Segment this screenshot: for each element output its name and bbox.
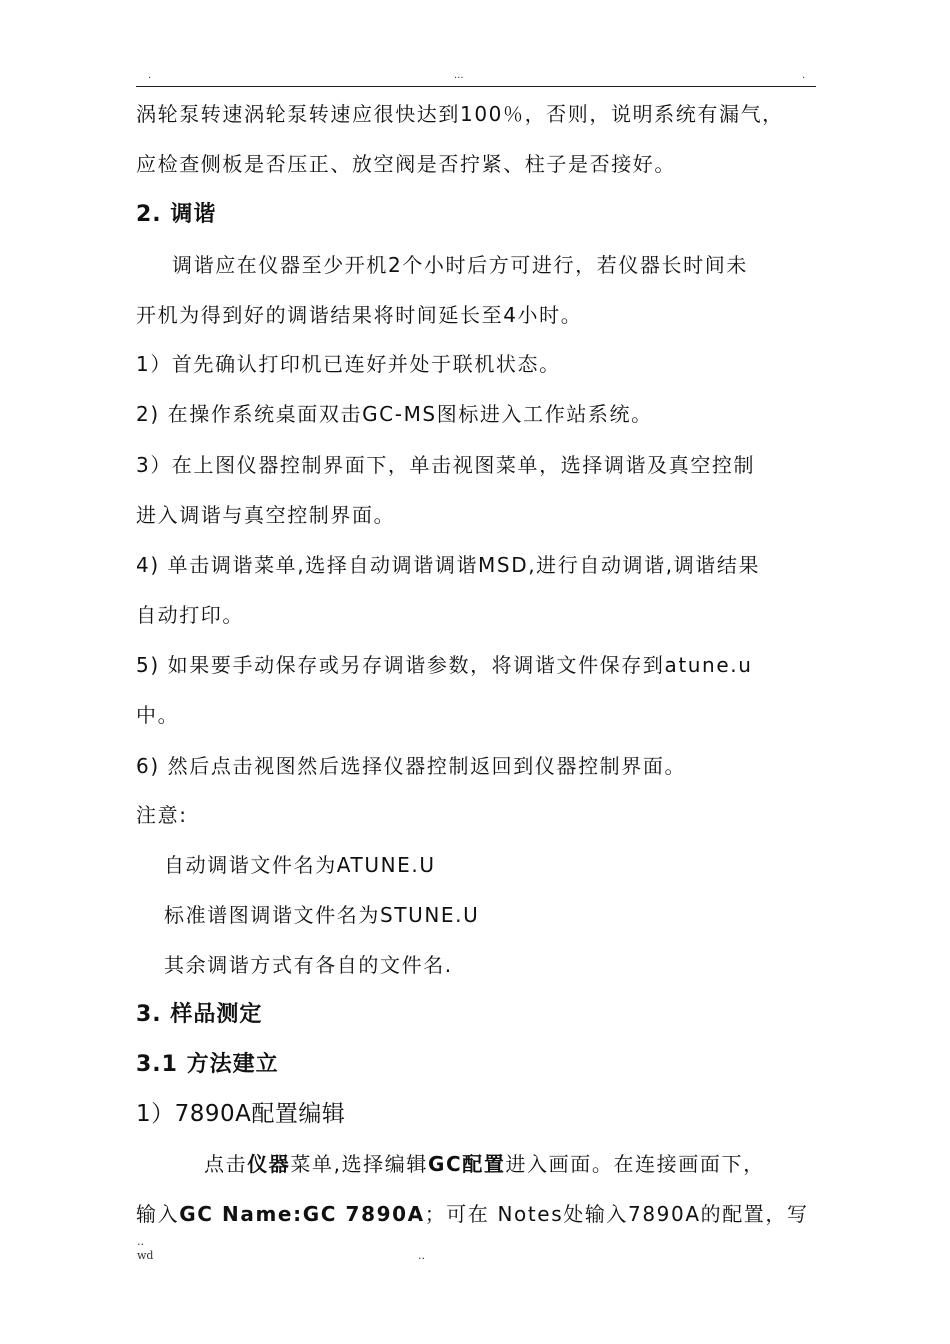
bold-menu-name: GC配置 — [427, 1152, 506, 1176]
footer-mark: .. — [137, 1235, 144, 1248]
subsection-heading-method: 3.1 方法建立 — [136, 1052, 279, 1077]
paragraph-line: 应检查侧板是否压正、放空阀是否拧紧、柱子是否接好。 — [136, 152, 676, 176]
header-center-mark: ... — [454, 70, 464, 81]
footer-left-text: wd — [137, 1249, 154, 1262]
text-run: ；可在 Notes处输入7890A的配置，写 — [424, 1202, 809, 1226]
header-right-mark: . — [802, 70, 806, 81]
bold-gc-name: GC Name:GC 7890A — [179, 1202, 425, 1226]
subsection-heading-config: 1）7890A配置编辑 — [136, 1101, 346, 1127]
paragraph-line: 调谐应在仪器至少开机2个小时后方可进行，若仪器长时间未 — [172, 253, 748, 277]
step-item-continued: 进入调谐与真空控制界面。 — [136, 503, 396, 527]
step-item: 4) 单击调谐菜单,选择自动调谐调谐MSD,进行自动调谐,调谐结果 — [136, 553, 761, 577]
note-label: 注意: — [136, 803, 188, 827]
header-left-mark: . — [148, 70, 152, 81]
step-item: 2) 在操作系统桌面双击GC-MS图标进入工作站系统。 — [136, 402, 653, 426]
paragraph-line: 涡轮泵转速涡轮泵转速应很快达到100％，否则，说明系统有漏气， — [136, 102, 784, 126]
footer-center-mark: .. — [418, 1249, 425, 1262]
header-rule — [136, 86, 816, 87]
text-run: 点击 — [204, 1152, 248, 1176]
note-item: 其余调谐方式有各自的文件名. — [164, 953, 453, 977]
note-item: 标准谱图调谐文件名为STUNE.U — [164, 903, 480, 927]
step-item: 5) 如果要手动保存或另存调谐参数，将调谐文件保存到atune.u — [136, 653, 753, 677]
paragraph-line: 开机为得到好的调谐结果将时间延长至4小时。 — [136, 303, 583, 327]
step-item: 3）在上图仪器控制界面下，单击视图菜单，选择调谐及真空控制 — [136, 453, 756, 477]
section-heading-tuning: 2. 调谐 — [136, 202, 217, 227]
paragraph-line — [204, 1150, 765, 1178]
step-item: 6) 然后点击视图然后选择仪器控制返回到仪器控制界面。 — [136, 754, 687, 778]
step-item: 1）首先确认打印机已连好并处于联机状态。 — [136, 352, 561, 376]
text-run: 输入 — [136, 1202, 180, 1226]
note-item: 自动调谐文件名为ATUNE.U — [164, 853, 436, 877]
text-run: 进入画面。在连接画面下， — [505, 1152, 765, 1176]
text-run: 菜单,选择编辑 — [290, 1152, 428, 1176]
step-item-continued: 中。 — [136, 703, 180, 727]
paragraph-line — [136, 1200, 809, 1228]
bold-menu-name: 仪器 — [247, 1152, 291, 1176]
step-item-continued: 自动打印。 — [136, 603, 244, 627]
section-heading-sample: 3. 样品测定 — [136, 1002, 263, 1027]
page-header — [136, 70, 816, 84]
